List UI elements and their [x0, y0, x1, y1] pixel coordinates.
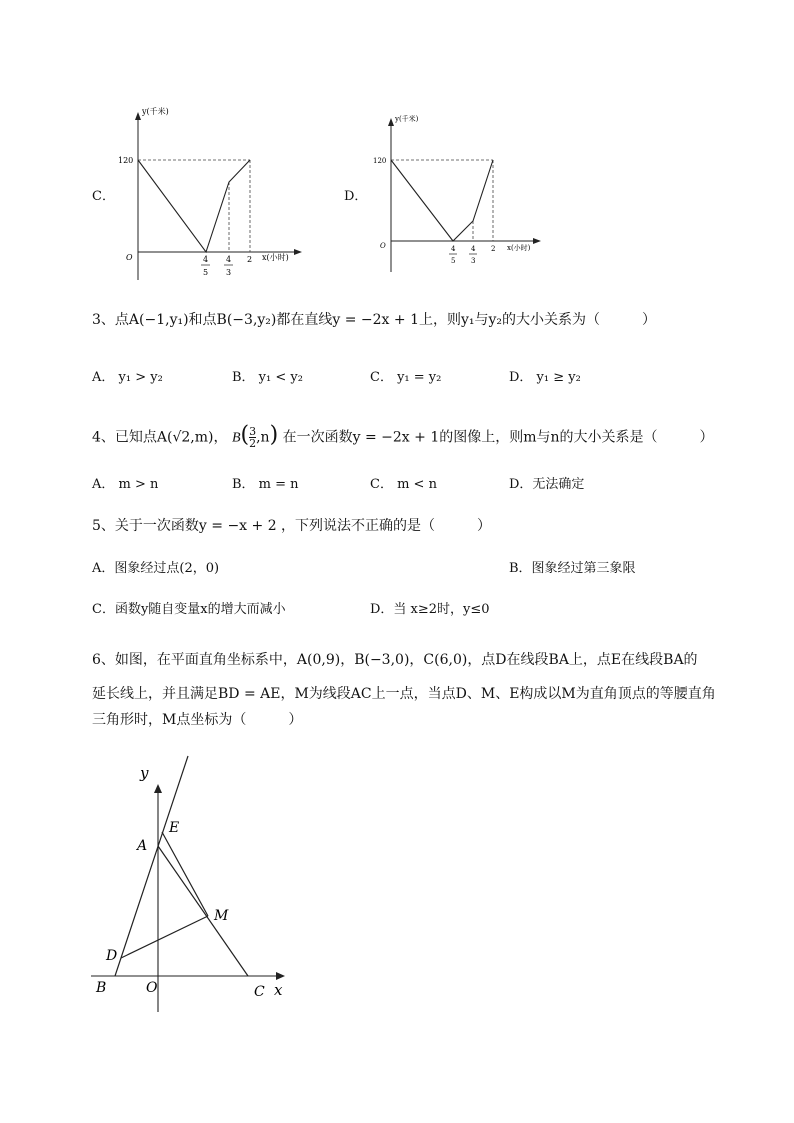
fig6-label-x: x	[274, 981, 283, 999]
fig6-label-c: C	[254, 984, 265, 1000]
graph-c-tick1-num: 4	[203, 255, 209, 264]
option-c-letter: C．	[92, 189, 115, 204]
graph-d-x-label: x(小时)	[507, 244, 531, 252]
q4-option-c: C． m < n	[370, 477, 437, 492]
q3-option-d: D． y₁ ≥ y₂	[509, 370, 581, 385]
graph-d-tick2-den: 3	[471, 257, 476, 265]
q3-option-a: A． y₁ > y₂	[92, 370, 163, 385]
q6-line1: 6、如图，在平面直角坐标系中，A(0,9)，B(−3,0)，C(6,0)，点D在线段BA上，点E在线段BA的	[92, 652, 698, 668]
graph-d-y-tick: 120	[373, 157, 387, 165]
q5-stem: 5、关于一次函数y = −x + 2 ，下列说法不正确的是（ ）	[92, 518, 492, 534]
fig6-label-y: y	[140, 764, 149, 782]
graph-d-y-label: y(千米)	[395, 115, 419, 123]
graph-c-y-tick: 120	[118, 156, 134, 165]
fig6-label-a: A	[137, 838, 148, 854]
q4-option-a: A． m > n	[92, 477, 159, 492]
graph-d-tick2-num: 4	[471, 245, 476, 253]
q4-point-b-letter: B	[231, 430, 241, 446]
fig6-label-b: B	[96, 980, 107, 996]
graph-d-origin: O	[380, 242, 386, 250]
graph-d	[365, 108, 555, 278]
q5-option-a: A．图象经过点(2，0)	[92, 561, 220, 576]
q4-frac-den: 2	[249, 437, 257, 450]
q4-option-d: D．无法确定	[509, 477, 585, 492]
option-d-letter: D．	[344, 189, 368, 204]
figure-q6	[85, 750, 305, 1020]
graph-d-tick3: 2	[491, 245, 496, 253]
graph-c-tick1-den: 5	[203, 268, 209, 277]
graph-d-tick1-den: 5	[451, 257, 456, 265]
graph-c-y-label: y(千米)	[142, 107, 169, 116]
fig6-label-o: O	[146, 980, 158, 996]
q5-option-d: D．当 x≥2时，y≤0	[370, 602, 490, 617]
fig6-label-m: M	[214, 908, 229, 924]
q4-stem	[92, 422, 714, 450]
graph-c-origin: O	[126, 253, 133, 262]
q4-stem-suffix: 在一次函数y = −2x + 1的图像上，则m与n的大小关系是（ ）	[282, 429, 714, 446]
q3-stem: 3、点A(−1,y₁)和点B(−3,y₂)都在直线y = −2x + 1上，则y₁与y₂的大小关系为（ ）	[92, 312, 657, 328]
q4-option-b: B． m = n	[232, 477, 299, 492]
graph-c-x-label: x(小时)	[262, 253, 289, 262]
graph-c-tick3: 2	[247, 255, 253, 264]
q4-point-b-tail: ,n	[256, 429, 270, 446]
q3-option-c: C． y₁ = y₂	[370, 370, 442, 385]
q5-option-c: C．函数y随自变量x的增大而减小	[92, 602, 286, 617]
q4-point-b: B( $\frac{3}{2}$ ,n)	[231, 422, 279, 450]
q3-option-b: B． y₁ < y₂	[232, 370, 303, 385]
q5-option-b: B．图象经过第三象限	[509, 561, 636, 576]
graph-c	[110, 100, 310, 290]
q6-line3: 三角形时，M点坐标为（ ）	[92, 712, 303, 728]
q6-line2: 延长线上，并且满足BD = AE，M为线段AC上一点，当点D、M、E构成以M为直角顶点的等腰直角	[92, 686, 716, 702]
graph-c-tick2-den: 3	[226, 268, 232, 277]
graph-c-tick2-num: 4	[226, 255, 232, 264]
q4-frac-num: 3	[249, 425, 257, 438]
graph-d-tick1-num: 4	[451, 245, 456, 253]
fig6-label-e: E	[169, 820, 180, 836]
fig6-label-d: D	[106, 948, 118, 964]
q4-stem-prefix: 4、已知点A(√2,m)，	[92, 429, 228, 446]
